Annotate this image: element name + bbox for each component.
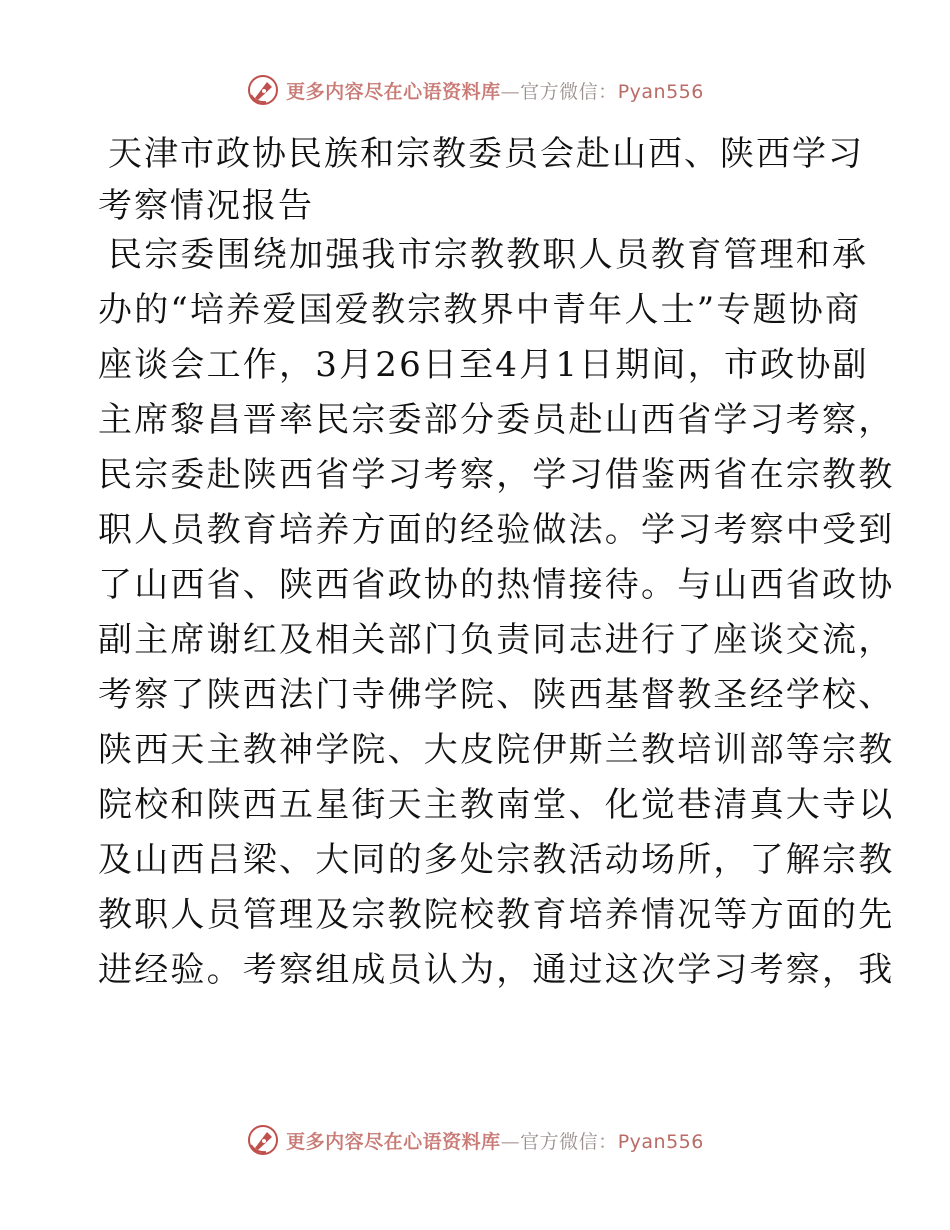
pen-nib-logo-icon bbox=[246, 73, 280, 107]
body-line: 了山西省、陕西省政协的热情接待。与山西省政协 bbox=[98, 565, 895, 605]
banner-wechat-id: Pyan556 bbox=[617, 80, 704, 103]
body-line: 及山西吕梁、大同的多处宗教活动场所，了解宗教 bbox=[98, 840, 895, 880]
body-line: 院校和陕西五星街天主教南堂、化觉巷清真大寺以 bbox=[98, 785, 895, 825]
banner-separator: — bbox=[500, 80, 521, 103]
header-watermark-banner bbox=[0, 70, 950, 110]
body-line: 考察了陕西法门寺佛学院、陕西基督教圣经学校、 bbox=[98, 675, 895, 715]
body-line: 职人员教育培养方面的经验做法。学习考察中受到 bbox=[98, 510, 895, 550]
body-line: 办的“培养爱国爱教宗教界中青年人士”专题协商 bbox=[98, 290, 862, 330]
body-line: 进经验。考察组成员认为，通过这次学习考察，我 bbox=[98, 950, 895, 990]
body-line: 民宗委赴陕西省学习考察，学习借鉴两省在宗教教 bbox=[98, 455, 895, 495]
banner-main-text: 更多内容尽在心语资料库 bbox=[286, 1130, 501, 1153]
body-line: 座谈会工作，3月26日至4月1日期间，市政协副 bbox=[98, 345, 869, 385]
body-line: 主席黎昌晋率民宗委部分委员赴山西省学习考察， bbox=[98, 400, 895, 440]
body-line: 陕西天主教神学院、大皮院伊斯兰教培训部等宗教 bbox=[98, 730, 895, 770]
footer-watermark-banner bbox=[0, 1120, 950, 1160]
banner-separator: — bbox=[500, 1130, 521, 1153]
body-line: 教职人员管理及宗教院校教育培养情况等方面的先 bbox=[98, 895, 895, 935]
body-line: 民宗委围绕加强我市宗教教职人员教育管理和承 bbox=[108, 235, 869, 275]
title-line: 天津市政协民族和宗教委员会赴山西、陕西学习 bbox=[108, 134, 864, 174]
pen-nib-logo-icon bbox=[246, 1123, 280, 1157]
banner-wechat-id: Pyan556 bbox=[617, 1130, 704, 1153]
banner-official-label: 官方微信： bbox=[520, 80, 618, 103]
banner-official-label: 官方微信： bbox=[520, 1130, 618, 1153]
document-title bbox=[98, 128, 864, 232]
document-body-paragraph bbox=[98, 228, 895, 998]
banner-text bbox=[286, 1127, 704, 1154]
banner-main-text: 更多内容尽在心语资料库 bbox=[286, 80, 501, 103]
body-line: 副主席谢红及相关部门负责同志进行了座谈交流， bbox=[98, 620, 895, 660]
banner-text bbox=[286, 77, 704, 104]
title-line: 考察情况报告 bbox=[98, 186, 314, 226]
